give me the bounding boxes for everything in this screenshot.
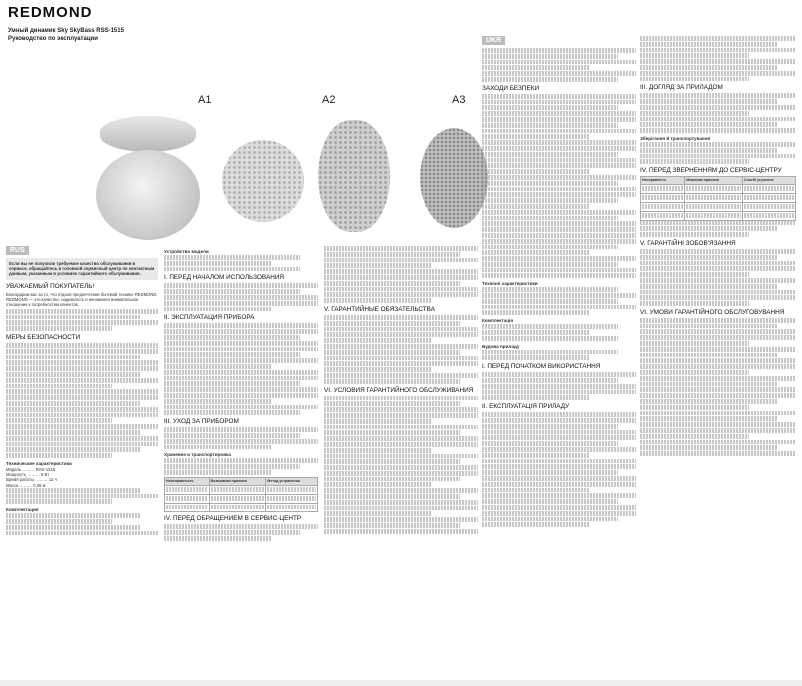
uk-kit-heading: Комплектація xyxy=(482,318,514,324)
uk-care-heading: III. ДОГЛЯД ЗА ПРИЛАДОМ xyxy=(640,84,723,92)
uk-storage-heading: Зберігання й транспортування xyxy=(640,135,711,141)
storage-heading: Хранение и транспортировка xyxy=(164,452,231,458)
uk-device-heading: Будова приладу xyxy=(482,343,520,349)
spec-row: Мощность ……… 6 Вт xyxy=(6,472,50,478)
spec-row: Масса ……… 0,35 кг xyxy=(6,482,46,488)
service-heading: IV. ПЕРЕД ОБРАЩЕНИЕМ В СЕРВИС-ЦЕНТР xyxy=(164,515,302,523)
page-footer xyxy=(0,680,802,686)
uk-specs-heading: Технічні характеристики xyxy=(482,281,538,287)
brand-logo: REDMOND xyxy=(8,4,93,21)
uk-terms-heading: VI. УМОВИ ГАРАНТІЙНОГО ОБСЛУГОВУВАННЯ xyxy=(640,308,785,316)
uk-service-heading: IV. ПЕРЕД ЗВЕРНЕННЯМ ДО СЕРВІС-ЦЕНТРУ xyxy=(640,167,782,175)
product-subtitle: Руководство по эксплуатации xyxy=(8,36,98,42)
speaker-front-illustration xyxy=(420,128,488,228)
safety-heading: МЕРЫ БЕЗОПАСНОСТИ xyxy=(6,334,81,341)
before-use-heading: I. ПЕРЕД НАЧАЛОМ ИСПОЛЬЗОВАНИЯ xyxy=(164,274,285,282)
lang-badge-uk: UKR xyxy=(482,36,505,45)
uk-troubleshooting-table: Несправність Можлива причина Спосіб усунення xyxy=(640,176,796,220)
column-3 xyxy=(324,246,478,678)
care-heading: III. УХОД ЗА ПРИБОРОМ xyxy=(164,418,239,426)
kit-heading: Комплектация xyxy=(6,507,39,513)
figure-label-a3: A3 xyxy=(452,94,466,106)
uk-operation-heading: II. ЕКСПЛУАТАЦІЯ ПРИЛАДУ xyxy=(482,403,570,411)
lang-badge-ru: RUS xyxy=(6,246,29,255)
speaker-top-illustration xyxy=(96,150,200,240)
speaker-grille-illustration xyxy=(222,140,304,222)
greeting-text: Благодарим вас за то, что отдали предпочтение бытовой технике REDMOND. REDMOND — это качество, надежность и неизменно внимательное отношение к потребностям клиентов. xyxy=(6,291,158,308)
device-heading: Устройство модели xyxy=(164,249,209,254)
service-notice: Если вы не получили требуемое качество обслуживания в сервисе, обращайтесь в головной сервисный центр по контактным данным, указанным в условиях гарантийного обслуживания. xyxy=(6,258,158,280)
column-4 xyxy=(482,36,636,678)
uk-before-use-heading: I. ПЕРЕД ПОЧАТКОМ ВИКОРИСТАННЯ xyxy=(482,363,601,371)
warranty-heading: V. ГАРАНТИЙНЫЕ ОБЯЗАТЕЛЬСТВА xyxy=(324,305,435,313)
column-2 xyxy=(164,246,318,678)
troubleshooting-table: Неисправность Возможная причина Метод устранения xyxy=(164,477,318,513)
column-1 xyxy=(6,246,158,678)
product-title: Умный динамик Sky SkyBass RSS-1515 xyxy=(8,28,124,34)
speaker-side-illustration xyxy=(100,116,196,152)
figure-label-a2: A2 xyxy=(322,94,336,106)
column-5 xyxy=(640,36,796,678)
spec-row: Модель ……… RSS-1515 xyxy=(6,466,56,472)
specs-heading: Технические характеристики xyxy=(6,460,72,466)
service-terms-heading: VI. УСЛОВИЯ ГАРАНТИЙНОГО ОБСЛУЖИВАНИЯ xyxy=(324,386,474,394)
figure-label-a1: A1 xyxy=(198,94,212,106)
operation-heading: II. ЭКСПЛУАТАЦИЯ ПРИБОРА xyxy=(164,314,255,322)
uk-warranty-heading: V. ГАРАНТІЙНІ ЗОБОВ'ЯЗАННЯ xyxy=(640,239,736,247)
uk-safety-heading: ЗАХОДИ БЕЗПЕКИ xyxy=(482,84,540,92)
speaker-angled-illustration xyxy=(318,120,390,232)
greeting-heading: УВАЖАЕМЫЙ ПОКУПАТЕЛЬ! xyxy=(6,282,95,290)
spec-row: Время работы ……… 12 ч xyxy=(6,477,57,483)
